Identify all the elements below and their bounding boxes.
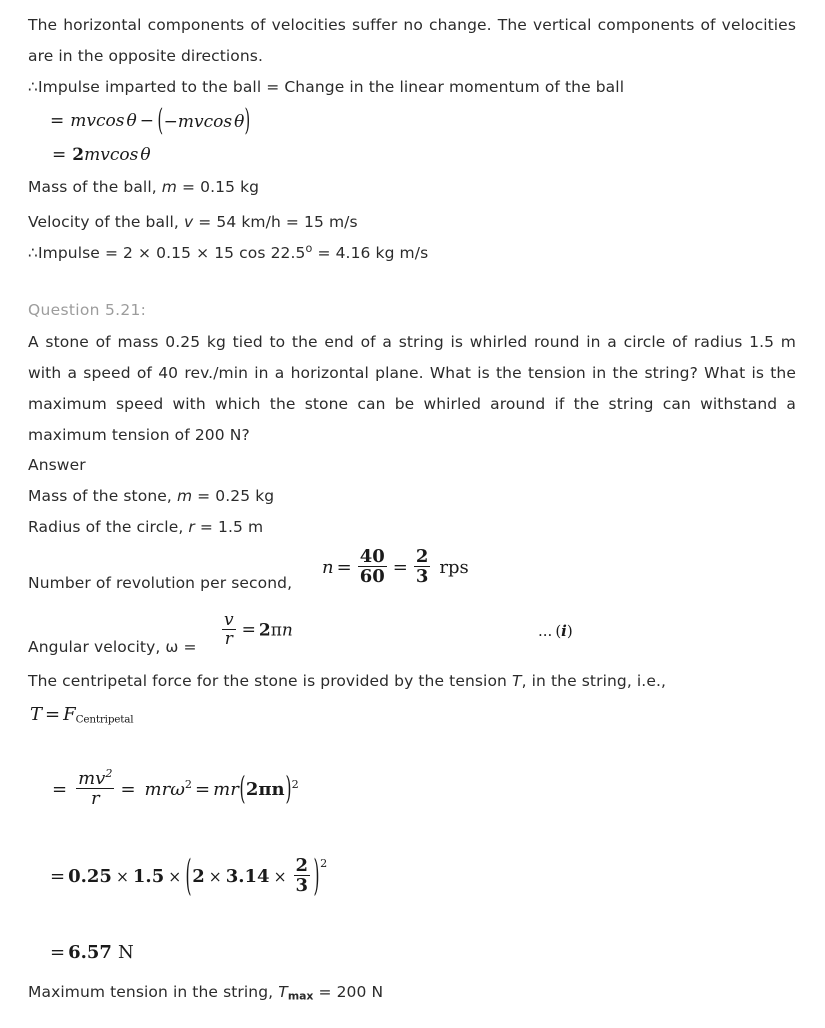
eq-omega-pi: π <box>270 620 282 641</box>
fraction-den-3-numeric: 3 <box>295 875 309 896</box>
velocity-ball-label: Velocity of the ball, <box>28 213 184 231</box>
equation-impulse-simplified <box>52 145 151 165</box>
question-body: A stone of mass 0.25 kg tied to the end of a string is whirled round in a circle of radius 1.5 m with a speed of 40 rev./min in a horizontal plane. What is the tension in the string? What is the maximum speed with which the stone can be whirled around if the string can withstand a maximum tension of 200 N? <box>28 333 796 444</box>
eq-impulse1-paren-close: ) <box>244 103 251 139</box>
line-maximum-tension <box>28 977 383 1008</box>
fraction-numerator-v: v <box>224 609 234 630</box>
centripetal-sentence-b: , in the string, i.e., <box>521 672 667 690</box>
line-radius-of-circle <box>28 512 263 543</box>
line-impulse-result <box>28 238 428 269</box>
eq-numeric-mul-3: × <box>208 867 222 886</box>
eq-numeric-mul-1: × <box>115 867 129 886</box>
eq-impulse2-mv: mv <box>84 145 110 165</box>
eq-numeric-inner-group <box>192 854 313 897</box>
paragraph-intro: The horizontal components of velocities suffer no change. The vertical components of velocities are in the opposite directions. <box>28 16 796 65</box>
impulse-statement-text: Impulse imparted to the ball = Change in the linear momentum of the ball <box>37 78 625 96</box>
fraction-denominator-3: 3 <box>415 566 429 587</box>
line-mass-of-ball <box>28 172 259 203</box>
fraction-numerator-mv2 <box>76 766 114 789</box>
eq-n-equals-2: = <box>392 556 408 578</box>
fraction-40-over-60 <box>358 547 387 587</box>
radius-value: = 1.5 m <box>194 518 264 536</box>
eq-numeric-paren-close: ) <box>313 851 320 902</box>
eq-numeric-equals: = <box>50 865 66 887</box>
eq-omega-coefficient: 2 <box>258 620 271 641</box>
eq-impulse1-mv: mv <box>70 111 96 131</box>
equation-tension-result <box>50 942 134 963</box>
eq-tag-dots: ... <box>538 622 553 640</box>
eq-numeric-mass: 0.25 <box>68 865 112 887</box>
eq-force-omega: ω <box>170 778 185 800</box>
eq-n-unit-rps: rps <box>439 556 469 578</box>
fraction-v-over-r <box>222 611 236 649</box>
fraction-2-over-3 <box>414 547 431 587</box>
mass-stone-label: Mass of the stone, <box>28 487 177 505</box>
eq-force-equals-1: = <box>120 778 136 800</box>
eq-force-equals-0: = <box>52 778 68 800</box>
eq-tension-lhs-T: T <box>30 704 43 725</box>
line-centripetal-sentence <box>28 666 666 697</box>
equation-T-equals-F-centripetal <box>30 704 133 725</box>
eq-tension-rhs-F: F <box>63 704 76 725</box>
fraction-denominator-60: 60 <box>359 566 385 587</box>
eq-impulse1-paren-open: ( <box>157 103 164 139</box>
eq-tag-paren-close: ) <box>566 622 573 640</box>
equation-impulse-expanded <box>50 103 251 139</box>
radius-label: Radius of the circle, <box>28 518 189 536</box>
eq-impulse1-inner-mv: mv <box>177 111 204 132</box>
equation-angular-velocity <box>219 609 293 650</box>
tmax-label: Maximum tension in the string, <box>28 983 279 1001</box>
equation-numeric-substitution <box>50 851 328 902</box>
mass-ball-label: Mass of the ball, <box>28 178 162 196</box>
eq-numeric-paren-exponent: 2 <box>320 856 328 870</box>
fraction-num-mv: mv <box>78 767 106 789</box>
eq-numeric-mul-2: × <box>168 867 182 886</box>
eq-numeric-mul-4: × <box>273 867 287 886</box>
eq-numeric-pi-value: 3.14 <box>225 865 270 887</box>
tmax-subscript: max <box>287 989 314 1003</box>
mass-ball-value: = 0.15 kg <box>177 178 260 196</box>
eq-numeric-paren-open: ( <box>185 851 192 902</box>
equation-tag-i <box>538 622 573 640</box>
eq-force-mr-1: mr <box>144 778 171 800</box>
eq-impulse2-coefficient: 2 <box>72 145 85 165</box>
eq-impulse1-inner-theta: θ <box>234 111 245 132</box>
centripetal-sentence-a: The centripetal force for the stone is provided by the tension <box>28 672 512 690</box>
line-mass-of-stone <box>28 481 274 512</box>
eq-impulse1-inner-cos: cos <box>203 111 233 132</box>
therefore-symbol-2: ∴ <box>28 244 38 262</box>
eq-omega-n: n <box>281 620 293 641</box>
eq-omega-equals: = <box>241 620 256 641</box>
label-revolutions-per-second: Number of revolution per second, <box>28 574 293 592</box>
answer-label: Answer <box>28 456 86 474</box>
eq-result-value: 6.57 <box>68 942 112 963</box>
degree-symbol: o <box>305 241 313 255</box>
eq-n-variable: n <box>322 556 334 578</box>
tension-symbol-T: T <box>512 672 522 690</box>
fraction-2-over-3-numeric <box>294 856 311 896</box>
eq-force-mr-2: mr <box>213 778 239 800</box>
eq-n-equals-1: = <box>336 556 352 578</box>
fraction-denominator-r: r <box>222 629 236 648</box>
eq-tension-equals: = <box>45 704 61 725</box>
eq-impulse1-cos: cos <box>95 111 125 131</box>
fraction-num-2-numeric: 2 <box>295 854 309 876</box>
fraction-denominator-r2: r <box>76 788 114 808</box>
equation-centripetal-force <box>52 766 299 810</box>
eq-result-equals: = <box>50 942 66 963</box>
eq-force-paren-exponent: 2 <box>291 777 299 791</box>
equation-n-rps <box>322 545 469 588</box>
eq-force-paren-close: ) <box>285 771 292 808</box>
question-heading: Question 5.21: <box>28 301 147 319</box>
radius-symbol: r <box>188 518 195 536</box>
eq-impulse1-minus: − <box>139 111 154 131</box>
eq-tag-paren-open: ( <box>555 622 562 640</box>
eq-impulse1-theta: θ <box>126 111 137 131</box>
eq-force-equals-2: = <box>195 778 211 800</box>
eq-impulse2-equals: = <box>52 145 67 165</box>
eq-result-unit: N <box>117 942 134 963</box>
tmax-symbol: T <box>278 983 288 1001</box>
eq-impulse2-theta: θ <box>140 145 151 165</box>
fraction-num-exponent: 2 <box>105 766 113 780</box>
eq-impulse2-cos: cos <box>109 145 139 165</box>
eq-force-paren-open: ( <box>239 771 246 808</box>
velocity-ball-value: = 54 km/h = 15 m/s <box>193 213 358 231</box>
label-angular-velocity: Angular velocity, ω = <box>28 638 197 656</box>
tmax-value: = 200 N <box>313 983 384 1001</box>
eq-numeric-two: 2 <box>192 865 205 887</box>
eq-impulse1-equals: = <box>50 111 65 131</box>
eq-force-omega-exponent: 2 <box>184 777 193 791</box>
mass-stone-symbol: m <box>176 487 193 505</box>
therefore-symbol: ∴ <box>28 78 38 96</box>
mass-ball-symbol: m <box>161 178 177 196</box>
eq-tension-subscript: Centripetal <box>75 713 134 726</box>
eq-numeric-radius: 1.5 <box>132 865 165 887</box>
fraction-numerator-40: 40 <box>359 545 385 567</box>
eq-force-inner-2pin: 2πn <box>245 779 285 801</box>
velocity-ball-symbol: v <box>183 213 194 231</box>
fraction-numerator-2: 2 <box>415 545 429 567</box>
eq-impulse1-inner-minus: − <box>163 111 178 132</box>
impulse-result-text: Impulse = 2 × 0.15 × 15 cos 22.5 <box>37 244 306 262</box>
line-velocity-of-ball <box>28 207 358 238</box>
line-impulse-statement <box>28 72 624 103</box>
eq-tag-label: i <box>561 622 567 640</box>
mass-stone-value: = 0.25 kg <box>192 487 275 505</box>
fraction-mv2-over-r <box>76 766 114 809</box>
impulse-result-tail: = 4.16 kg m/s <box>312 244 429 262</box>
